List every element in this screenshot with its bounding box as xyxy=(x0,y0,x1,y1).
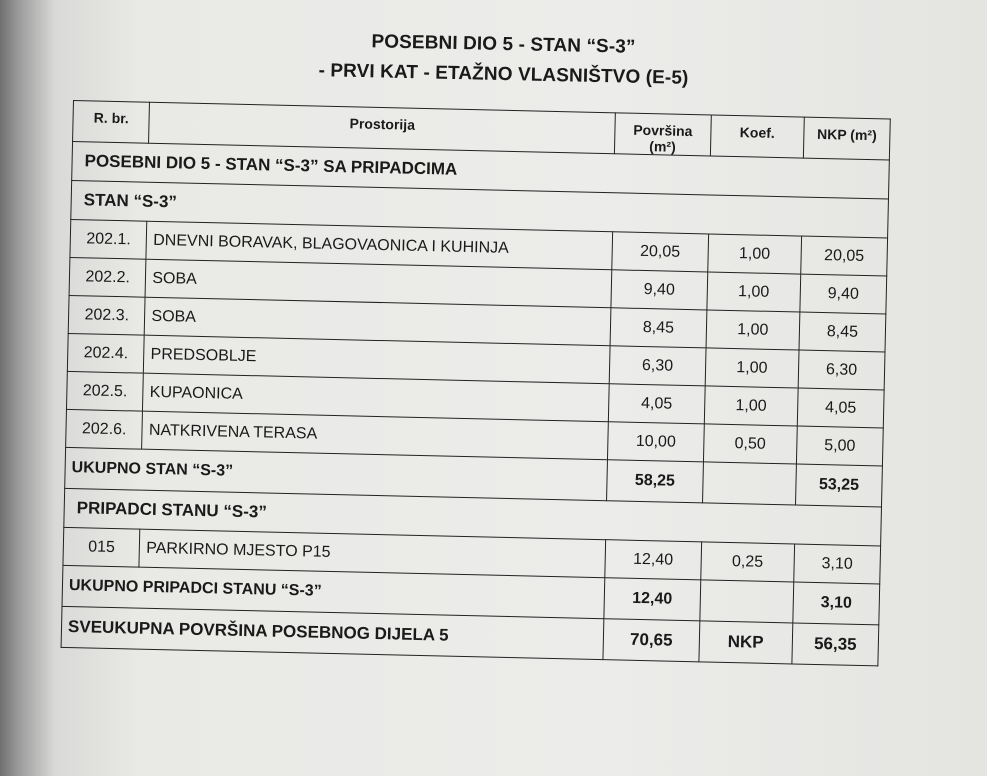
room-name: KUPAONICA xyxy=(143,373,610,422)
header-prostorija: Prostorija xyxy=(149,102,616,154)
room-nkp: 4,05 xyxy=(797,388,884,428)
total-stan-koef xyxy=(702,462,796,505)
room-povrsina: 20,05 xyxy=(612,232,708,272)
header-koef: Koef. xyxy=(710,115,804,158)
header-povrsina: Površina (m²) xyxy=(615,113,711,156)
room-povrsina: 10,00 xyxy=(608,422,704,462)
row-number: 202.1. xyxy=(70,219,147,259)
room-povrsina: 4,05 xyxy=(609,384,705,424)
grand-total-nkp: 56,35 xyxy=(792,623,879,666)
room-nkp: 9,40 xyxy=(800,274,887,314)
room-koef: 0,25 xyxy=(700,542,794,582)
header-rb: R. br. xyxy=(73,101,150,144)
room-name: PARKIRNO MJESTO P15 xyxy=(139,529,606,578)
total-pripadci-povrsina: 12,40 xyxy=(604,578,700,621)
total-pripadci-label: UKUPNO PRIPADCI STANU “S-3” xyxy=(62,565,605,618)
row-number: 202.2. xyxy=(69,257,146,297)
room-koef: 1,00 xyxy=(706,310,800,350)
header-nkp: NKP (m²) xyxy=(803,117,890,160)
room-name: SOBA xyxy=(145,297,612,346)
room-koef: 0,50 xyxy=(703,424,797,464)
section-pripadci-label: PRIPADCI STANU “S-3” xyxy=(64,488,882,546)
row-number: 202.6. xyxy=(66,409,143,449)
row-number: 015 xyxy=(63,527,140,567)
room-nkp: 6,30 xyxy=(798,350,885,390)
total-pripadci-koef xyxy=(700,580,794,623)
room-povrsina: 9,40 xyxy=(611,270,707,310)
room-name: DNEVNI BORAVAK, BLAGOVAONICA I KUHINJA xyxy=(146,221,613,270)
row-number: 202.3. xyxy=(68,295,145,335)
document-title: POSEBNI DIO 5 - STAN “S-3” xyxy=(371,31,636,58)
room-nkp: 3,10 xyxy=(794,544,881,584)
total-stan-label: UKUPNO STAN “S-3” xyxy=(65,447,608,500)
room-koef: 1,00 xyxy=(705,348,799,388)
grand-total-label: SVEUKUPNA POVRŠINA POSEBNOG DIJELA 5 xyxy=(61,606,604,659)
total-stan-povrsina: 58,25 xyxy=(607,460,703,503)
row-number: 202.4. xyxy=(67,333,144,373)
room-koef: 1,00 xyxy=(707,234,801,274)
total-stan-nkp: 53,25 xyxy=(796,464,883,507)
room-koef: 1,00 xyxy=(707,272,801,312)
area-table-wrapper xyxy=(61,100,891,666)
area-table xyxy=(61,100,891,666)
room-povrsina: 6,30 xyxy=(609,346,705,386)
room-nkp: 8,45 xyxy=(799,312,886,352)
section-main-label: POSEBNI DIO 5 - STAN “S-3” SA PRIPADCIMA xyxy=(72,142,890,200)
room-koef: 1,00 xyxy=(704,386,798,426)
section-stan-label: STAN “S-3” xyxy=(71,180,889,238)
room-rows xyxy=(66,219,888,465)
room-name: NATKRIVENA TERASA xyxy=(142,411,609,460)
room-povrsina: 8,45 xyxy=(610,308,706,348)
grand-total-koef: NKP xyxy=(699,621,793,664)
grand-total-povrsina: 70,65 xyxy=(603,619,699,662)
total-pripadci-nkp: 3,10 xyxy=(793,582,880,625)
room-povrsina: 12,40 xyxy=(605,540,701,580)
document-subtitle: - PRVI KAT - ETAŽNO VLASNIŠTVO (E-5) xyxy=(318,60,689,89)
room-name: PREDSOBLJE xyxy=(144,335,611,384)
room-nkp: 20,05 xyxy=(801,236,888,276)
row-number: 202.5. xyxy=(66,371,143,411)
room-name: SOBA xyxy=(145,259,612,308)
room-nkp: 5,00 xyxy=(796,426,883,466)
document-page xyxy=(40,0,987,776)
